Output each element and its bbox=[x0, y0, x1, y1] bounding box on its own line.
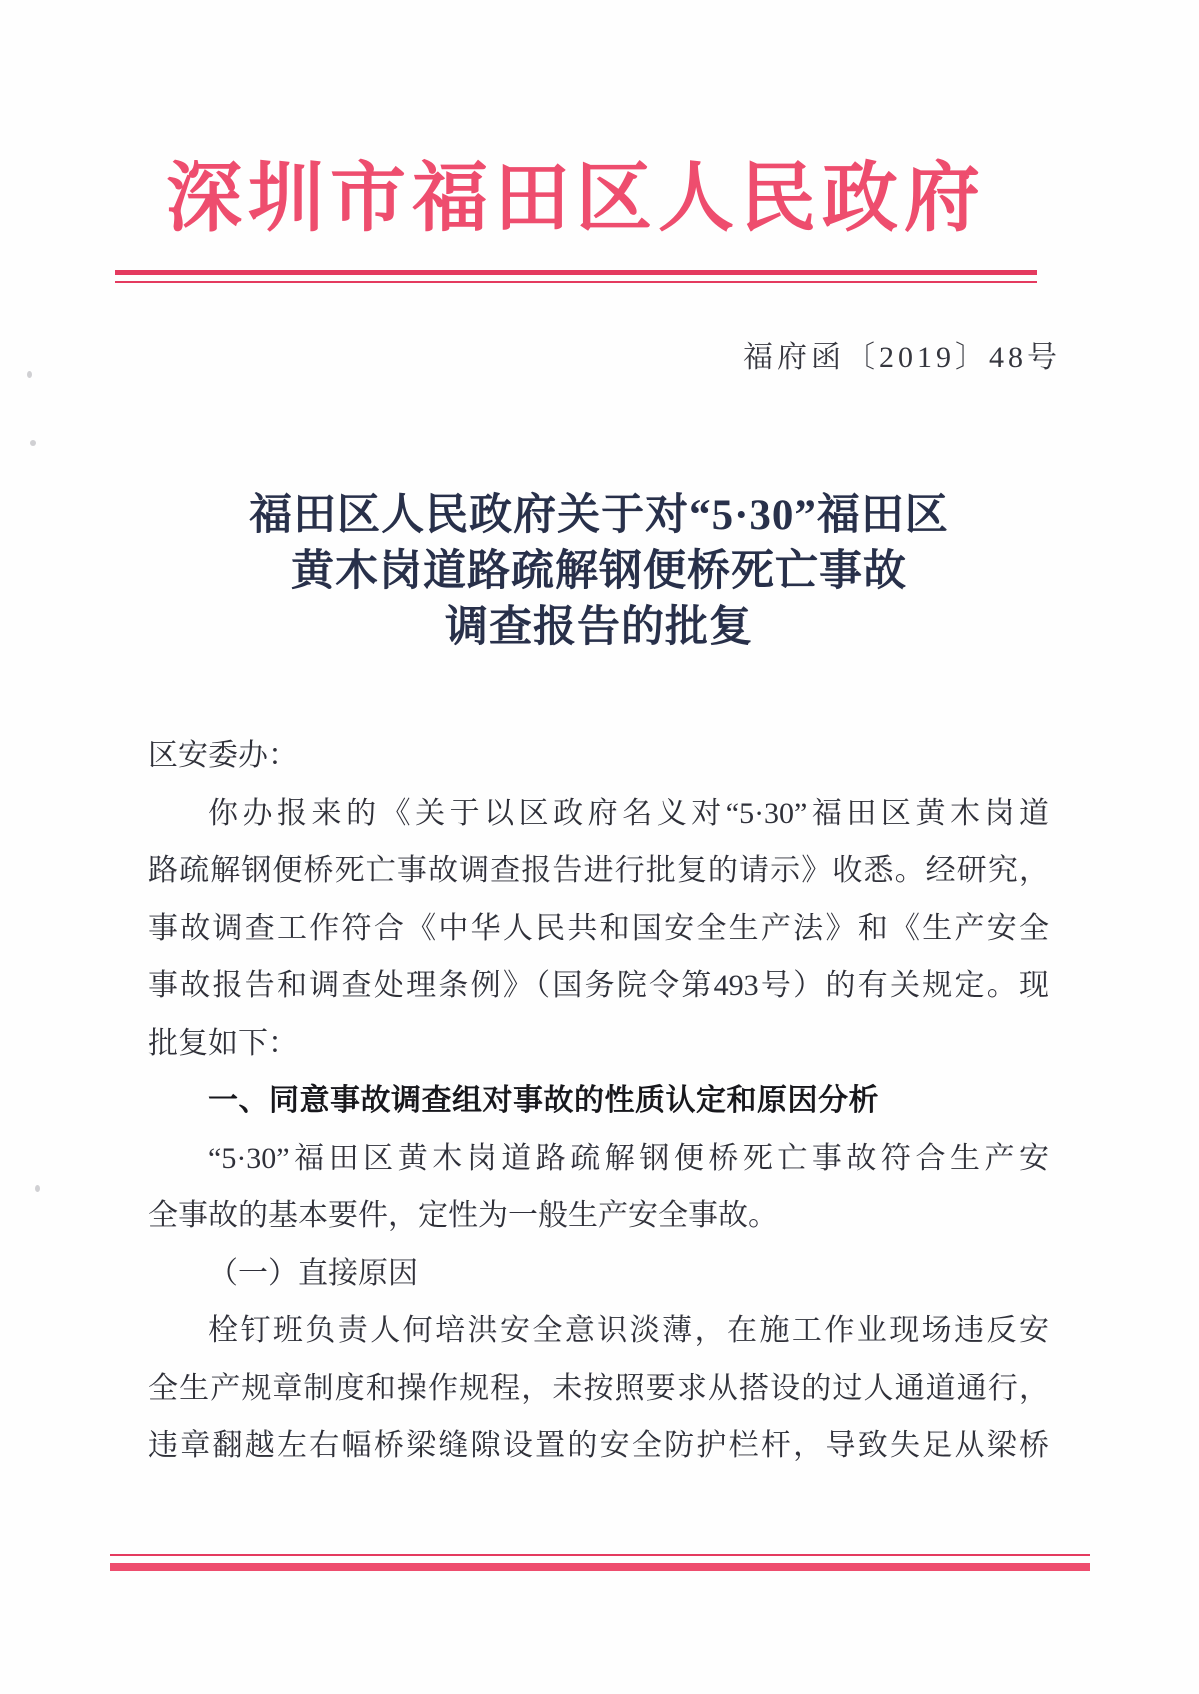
scan-speck bbox=[35, 1185, 40, 1192]
salutation: 区安委办： bbox=[148, 739, 298, 772]
document-title-line-1: 福田区人民政府关于对“5·30”福田区 bbox=[249, 492, 949, 539]
body-line: 全生产规章制度和操作规程，未按照要求从搭设的过人通道通行， bbox=[148, 1371, 1049, 1405]
scan-speck bbox=[30, 440, 36, 446]
body-line: 你办报来的《关于以区政府名义对“5·30”福田区黄木岗道 bbox=[208, 796, 1049, 830]
header-rule bbox=[115, 270, 1037, 283]
document-title-line-2: 黄木岗道路疏解钢便桥死亡事故 bbox=[291, 548, 907, 595]
footer-rule-gap bbox=[110, 1556, 1090, 1563]
section-heading: 一、同意事故调查组对事故的性质认定和原因分析 bbox=[208, 1083, 879, 1118]
body-line: 事故调查工作符合《中华人民共和国安全生产法》和《生产安全 bbox=[148, 911, 1049, 945]
header-rule-thin-line bbox=[115, 281, 1037, 283]
body-line: 全事故的基本要件，定性为一般生产安全事故。 bbox=[148, 1199, 778, 1232]
body-line: 栓钉班负责人何培洪安全意识淡薄，在施工作业现场违反安 bbox=[208, 1314, 1049, 1347]
footer-rule bbox=[110, 1554, 1090, 1571]
body-line: 违章翻越左右幅桥梁缝隙设置的安全防护栏杆，导致失足从梁桥 bbox=[148, 1429, 1049, 1462]
body-line: 事故报告和调查处理条例》（国务院令第493号）的有关规定。现 bbox=[148, 969, 1049, 1002]
document-body bbox=[148, 727, 1049, 1475]
body-line: 路疏解钢便桥死亡事故调查报告进行批复的请示》收悉。经研究， bbox=[148, 854, 1049, 887]
body-line: 批复如下： bbox=[148, 1026, 298, 1060]
letterhead-agency-title: 深圳市福田区人民政府 bbox=[166, 157, 986, 241]
document-title bbox=[148, 488, 1050, 656]
document-title-line-3: 调查报告的批复 bbox=[445, 604, 753, 651]
document-reference-number: 福府函〔2019〕48号 bbox=[743, 341, 1061, 374]
scan-speck bbox=[27, 371, 32, 378]
body-line: “5·30”福田区黄木岗道路疏解钢便桥死亡事故符合生产安 bbox=[208, 1141, 1049, 1175]
footer-rule-thick-line bbox=[110, 1563, 1090, 1571]
subsection-heading: （一）直接原因 bbox=[208, 1256, 418, 1290]
